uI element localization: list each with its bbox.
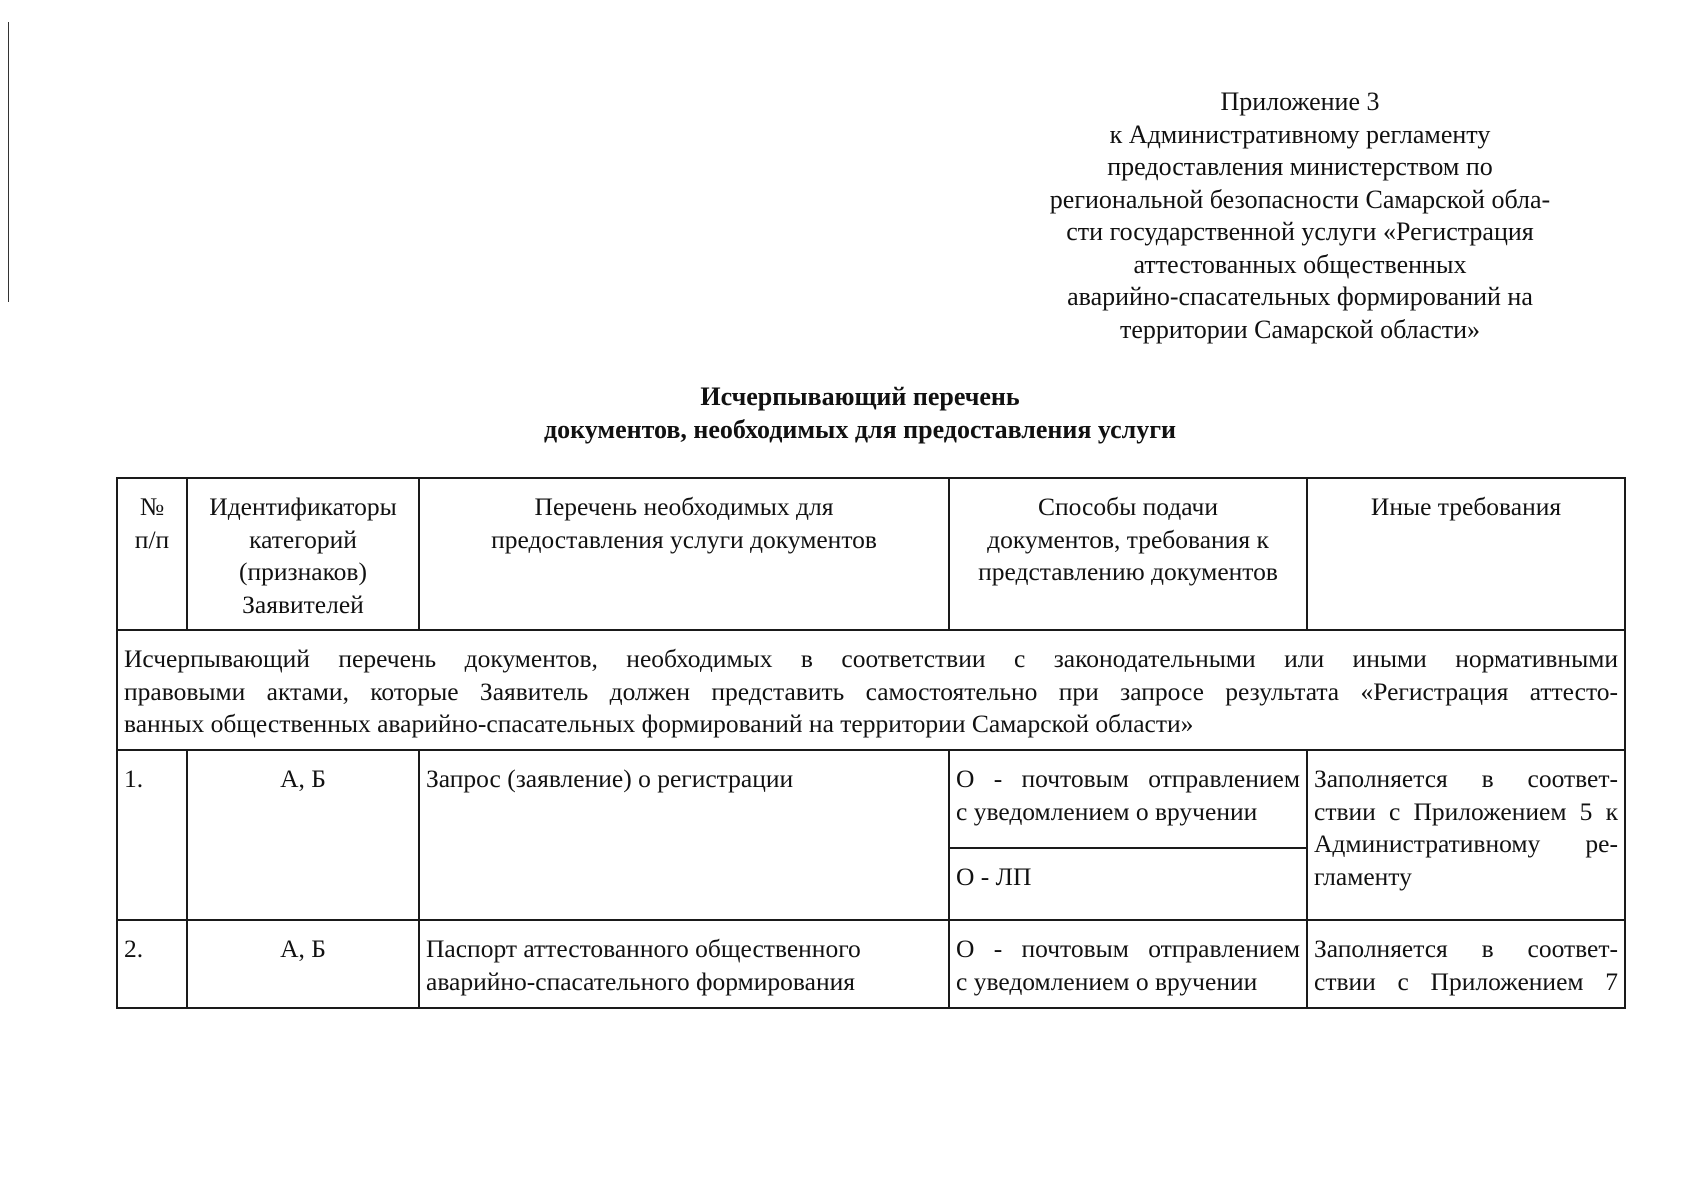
appendix-line: территории Самарской области» <box>1119 314 1481 344</box>
row-method <box>949 920 1307 1008</box>
row-ids: А, Б <box>187 920 419 1008</box>
appendix-line: региональной безопасности Самарской обла- <box>1049 184 1551 214</box>
header-text: Способы подачи <box>1038 492 1218 521</box>
header-text: п/п <box>134 524 170 554</box>
appendix-header <box>1020 86 1580 346</box>
other-text: Административному ре- <box>1314 829 1618 858</box>
row-other <box>1307 920 1625 1008</box>
section-line: Исчерпывающий перечень документов, необходимых в соответствии с законодательными или иными нормативными <box>124 644 1618 673</box>
header-text: (признаков) <box>239 557 367 586</box>
scan-edge-line <box>8 22 9 302</box>
table-header-row <box>117 478 1625 630</box>
title-line-2: документов, необходимых для предоставления услуги <box>543 415 1177 444</box>
header-num <box>117 478 187 630</box>
appendix-line: Приложение 3 <box>1220 87 1380 116</box>
section-row <box>117 630 1625 750</box>
row-other <box>1307 750 1625 920</box>
header-text: № <box>139 492 165 521</box>
row-num: 2. <box>117 920 187 1008</box>
other-text: Заполняется в соответ- <box>1314 764 1618 793</box>
doc-text: Паспорт аттестованного общественного <box>426 934 861 963</box>
header-text: категорий <box>249 524 357 554</box>
section-line: правовыми актами, которые Заявитель должен представить самостоятельно при запросе результата «Регистрация аттесто- <box>124 676 1618 706</box>
other-text: Заполняется в соответ- <box>1314 934 1618 963</box>
method-text: с уведомлением о вручении <box>956 966 1258 996</box>
method-text: О - ЛП <box>956 862 1032 891</box>
appendix-line: к Административному регламенту <box>1109 119 1491 149</box>
header-other <box>1307 478 1625 630</box>
appendix-line: предоставления министерством по <box>1107 152 1493 181</box>
header-text: Иные требования <box>1370 492 1562 521</box>
row-doc <box>419 920 949 1008</box>
header-text: предоставления услуги документов <box>491 524 877 554</box>
doc-text: аварийно-спасательного формирования <box>426 966 855 996</box>
document-title <box>300 380 1420 446</box>
table-row <box>117 920 1625 1008</box>
other-text: гламенту <box>1314 861 1412 891</box>
section-cell <box>117 630 1625 750</box>
row-num: 1. <box>117 750 187 920</box>
header-text: Идентификаторы <box>209 492 397 521</box>
doc-text: Запрос (заявление) о регистрации <box>426 764 794 793</box>
header-text: Заявителей <box>242 589 364 619</box>
header-text: документов, требования к <box>987 524 1269 554</box>
header-text: представлению документов <box>978 557 1278 586</box>
documents-table <box>116 477 1626 1009</box>
header-text: Перечень необходимых для <box>534 492 834 521</box>
other-text: ствии с Приложением 7 <box>1314 966 1618 996</box>
title-line-1: Исчерпывающий перечень <box>700 382 1020 411</box>
header-ids <box>187 478 419 630</box>
appendix-line: сти государственной услуги «Регистрация <box>1066 217 1534 246</box>
row-method <box>949 848 1307 920</box>
section-line: ванных общественных аварийно-спасательных формирований на территории Самарской области» <box>124 709 1194 738</box>
row-method <box>949 750 1307 848</box>
appendix-line: аварийно-спасательных формирований на <box>1067 282 1533 311</box>
row-doc <box>419 750 949 920</box>
header-methods <box>949 478 1307 630</box>
method-text: с уведомлением о вручении <box>956 796 1258 826</box>
header-docs <box>419 478 949 630</box>
method-text: О - почтовым отправлением <box>956 934 1300 963</box>
method-text: О - почтовым отправлением <box>956 764 1300 793</box>
row-ids: А, Б <box>187 750 419 920</box>
appendix-line: аттестованных общественных <box>1133 249 1467 279</box>
table-row <box>117 750 1625 848</box>
other-text: ствии с Приложением 5 к <box>1314 796 1618 826</box>
